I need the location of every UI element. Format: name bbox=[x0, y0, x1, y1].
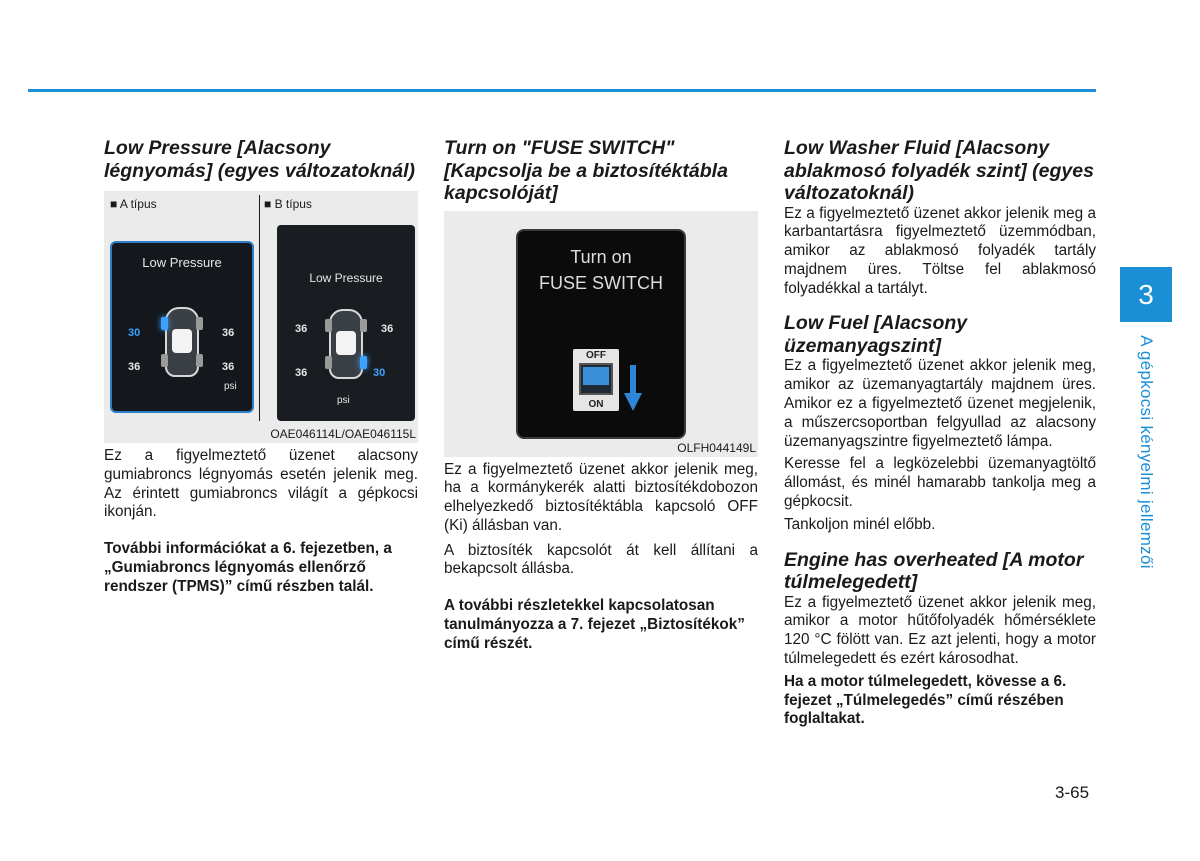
switch-off-label: OFF bbox=[586, 349, 606, 361]
tire-rear-left bbox=[325, 356, 332, 369]
pressure-rear-right: 36 bbox=[222, 361, 235, 373]
pressure-rear-right: 30 bbox=[373, 367, 386, 379]
paragraph: Ez a figyelmeztető üzenet alacsony gumiabroncs légnyomás esetén jelenik meg. Az érintett gumiabroncs világít a gépkocsi ikonján. bbox=[104, 447, 418, 521]
paragraph-note: Ha a motor túlmelegedett, kövesse a 6. fejezet „Túlmelegedés” című részében foglaltakat. bbox=[784, 672, 1067, 728]
switch-knob bbox=[583, 367, 609, 385]
paragraph: A biztosíték kapcsolót át kell állítani a bekapcsolt állásba. bbox=[444, 541, 758, 578]
heading-low-washer-fluid: Low Washer Fluid [Alacsony ablakmosó folyadék szint] (egyes változatoknál) bbox=[784, 137, 1094, 204]
heading-engine-overheated: Engine has overheated [A motor túlmelegedett] bbox=[784, 548, 1084, 594]
pressure-front-left: 30 bbox=[128, 327, 141, 339]
car-icon bbox=[165, 307, 199, 377]
page-number: 3-65 bbox=[1055, 783, 1090, 802]
heading-low-fuel: Low Fuel [Alacsony üzemanyagszint] bbox=[784, 312, 968, 357]
heading-low-pressure: Low Pressure [Alacsony légnyomás] (egyes változatoknál) bbox=[104, 137, 416, 182]
car-icon bbox=[329, 309, 363, 379]
paragraph: Ez a figyelmeztető üzenet akkor jelenik meg, amikor az üzemanyagtartály majdnem üres. Amikor ez a figyelmeztető üzenet megjelenik, a műszercsoportban felgyullad az alacsony üzemanyagszintre figyelmeztető lámpa. bbox=[784, 357, 1096, 450]
figure-code: OAE046114L/OAE046115L bbox=[270, 427, 416, 441]
paragraph: Ez a figyelmeztető üzenet akkor jelenik meg, ha a kormánykerék alatti biztosítékdobozon elhelyezkedő biztosítéktábla kapcsoló OFF (Ki) állásban van. bbox=[444, 460, 758, 534]
figure-code: OLFH044149L bbox=[677, 440, 756, 455]
pressure-front-right: 36 bbox=[381, 323, 394, 335]
paragraph-note: További információkat a 6. fejezetben, a „Gumiabroncs légnyomás ellenőrző rendszer (TPMS)” című részben talál. bbox=[104, 540, 392, 595]
tire-rear-right-low bbox=[360, 356, 367, 369]
paragraph: Keresse fel a legközelebbi üzemanyagtöltő állomást, és minél hamarabb tankolja meg a gépkocsit. bbox=[784, 455, 1096, 511]
chapter-tab: 3 bbox=[1120, 267, 1172, 322]
screen-b-title: Low Pressure bbox=[309, 271, 383, 285]
pressure-front-left: 36 bbox=[295, 323, 308, 335]
paragraph: Ez a figyelmeztető üzenet akkor jelenik meg, amikor a motor hűtőfolyadék hőmérséklete 120 °C fölött van. Ez azt jelenti, hogy a motor túlmelegedett és ezért károsodhat. bbox=[784, 593, 1096, 668]
caption-type-a: ■ A típus bbox=[110, 197, 157, 211]
tire-front-right bbox=[360, 319, 367, 332]
screen-a-title: Low Pressure bbox=[142, 255, 222, 270]
tire-front-left-low bbox=[161, 317, 168, 330]
psi-unit: psi bbox=[224, 381, 237, 392]
paragraph: Tankoljon minél előbb. bbox=[784, 515, 936, 533]
fuse-switch-figure bbox=[444, 211, 758, 457]
fuse-line-1: Turn on bbox=[570, 246, 632, 267]
pressure-front-right: 36 bbox=[222, 327, 235, 339]
column-low-pressure bbox=[104, 137, 418, 597]
car-roof bbox=[336, 331, 356, 355]
tire-front-right bbox=[196, 317, 203, 330]
figure-divider bbox=[259, 195, 260, 421]
psi-unit: psi bbox=[337, 395, 350, 406]
tpms-screen-a bbox=[110, 241, 254, 413]
car-roof bbox=[172, 329, 192, 353]
tpms-screen-b bbox=[277, 225, 415, 421]
chapter-title: A gépkocsi kényelmi jellemzői bbox=[1137, 335, 1156, 569]
switch-body bbox=[579, 363, 613, 395]
fuse-line-2: FUSE SWITCH bbox=[539, 272, 663, 293]
pressure-rear-left: 36 bbox=[295, 367, 308, 379]
fuse-switch-icon bbox=[573, 349, 619, 411]
paragraph: Ez a figyelmeztető üzenet akkor jelenik meg a karbantartásra figyelmeztető üzemmódban, amikor az ablakmosó folyadék tartály majdnem üres. Töltse fel ablakmosó folyadékkal a tartályt. bbox=[784, 204, 1096, 297]
column-fuse-switch bbox=[444, 137, 758, 654]
top-rule bbox=[28, 89, 1096, 92]
paragraph-note: A további részletekkel kapcsolatosan tanulmányozza a 7. fejezet „Biztosítékok” című részét. bbox=[444, 597, 745, 652]
caption-type-b: ■ B típus bbox=[264, 197, 312, 211]
tpms-figure bbox=[104, 191, 418, 443]
column-warnings bbox=[784, 137, 1096, 729]
tire-rear-right bbox=[196, 354, 203, 367]
arrow-down-icon bbox=[624, 365, 642, 411]
pressure-rear-left: 36 bbox=[128, 361, 141, 373]
tire-front-left bbox=[325, 319, 332, 332]
fuse-switch-screen bbox=[516, 229, 686, 439]
heading-fuse-switch: Turn on "FUSE SWITCH" [Kapcsolja be a biztosítéktábla kapcsolóját] bbox=[444, 137, 728, 204]
tire-rear-left bbox=[161, 354, 168, 367]
switch-on-label: ON bbox=[588, 398, 604, 410]
